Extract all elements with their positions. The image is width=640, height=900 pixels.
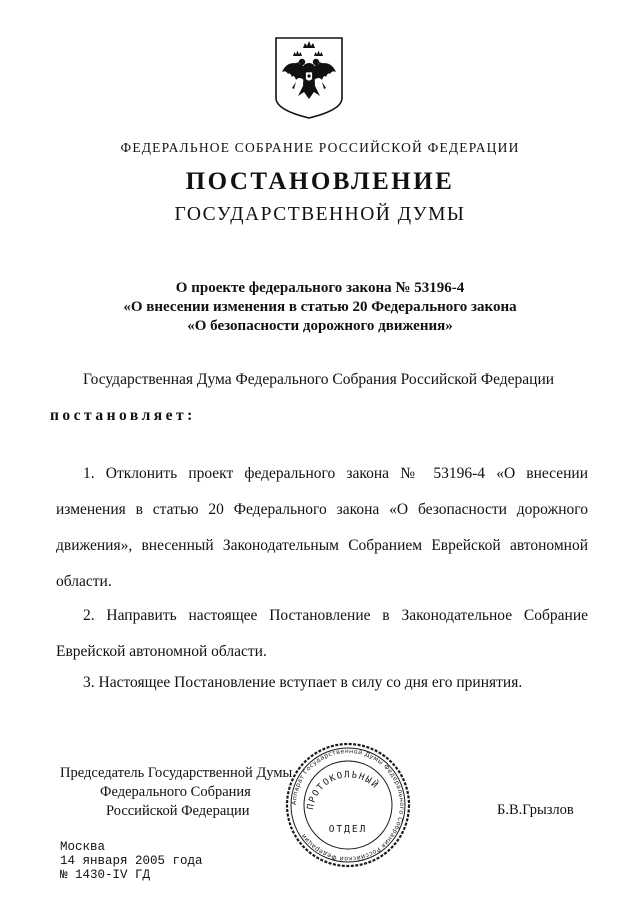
bill-line: «О безопасности дорожного движения» [187, 318, 453, 334]
resolution-item-2: 2. Направить настоящее Постановление в Законодательное Собрание Еврейской автономной области. [56, 607, 588, 660]
city: Москва [60, 840, 106, 854]
place-and-date [60, 840, 203, 882]
resolution-item-3: 3. Настоящее Постановление вступает в силу со дня его принятия. [83, 674, 523, 691]
assembly-heading: ФЕДЕРАЛЬНОЕ СОБРАНИЕ РОССИЙСКОЙ ФЕДЕРАЦИИ [120, 140, 520, 155]
official-stamp-icon [283, 740, 413, 870]
bill-line: «О внесении изменения в статью 20 Федерального закона [123, 299, 517, 315]
bill-line: О проекте федерального закона № 53196-4 [175, 280, 465, 296]
signatory-name: Б.В.Грызлов [497, 802, 574, 818]
signatory-title-line: Российской Федерации [106, 803, 250, 819]
date: 14 января 2005 года [60, 854, 203, 868]
stamp-inner-text: ПРОТОКОЛЬНЫЙ [305, 770, 381, 811]
coat-of-arms-icon [274, 36, 344, 120]
signatory-title [60, 764, 292, 821]
svg-text:ПРОТОКОЛЬНЫЙ [306, 770, 382, 810]
resolution-item-1: 1. Отклонить проект федерального закона № 53196-4 «О внесении изменения в статью 20 Федерального закона «О безопасности дорожного движения», внесенный Законодательным Собранием Еврейской автономной области. [56, 465, 588, 590]
document-number: № 1430-IV ГД [60, 868, 151, 882]
document-subtitle: ГОСУДАРСТВЕННОЙ ДУМЫ [174, 204, 466, 225]
svg-text:Аппарат Государственной Думы Ф: Аппарат Государственной Думы Федерального Собрания Российской Федерации [290, 747, 406, 863]
stamp-center-text: ОТДЕЛ [328, 824, 368, 835]
signatory-title-line: Председатель Государственной Думы [60, 765, 293, 781]
decree-word: постановляет: [50, 407, 196, 424]
document-title: ПОСТАНОВЛЕНИЕ [185, 168, 455, 195]
signatory-title-line: Федерального Собрания [100, 784, 251, 800]
bill-reference [0, 279, 640, 336]
preamble: Государственная Дума Федерального Собрания Российской Федерации [83, 371, 555, 388]
